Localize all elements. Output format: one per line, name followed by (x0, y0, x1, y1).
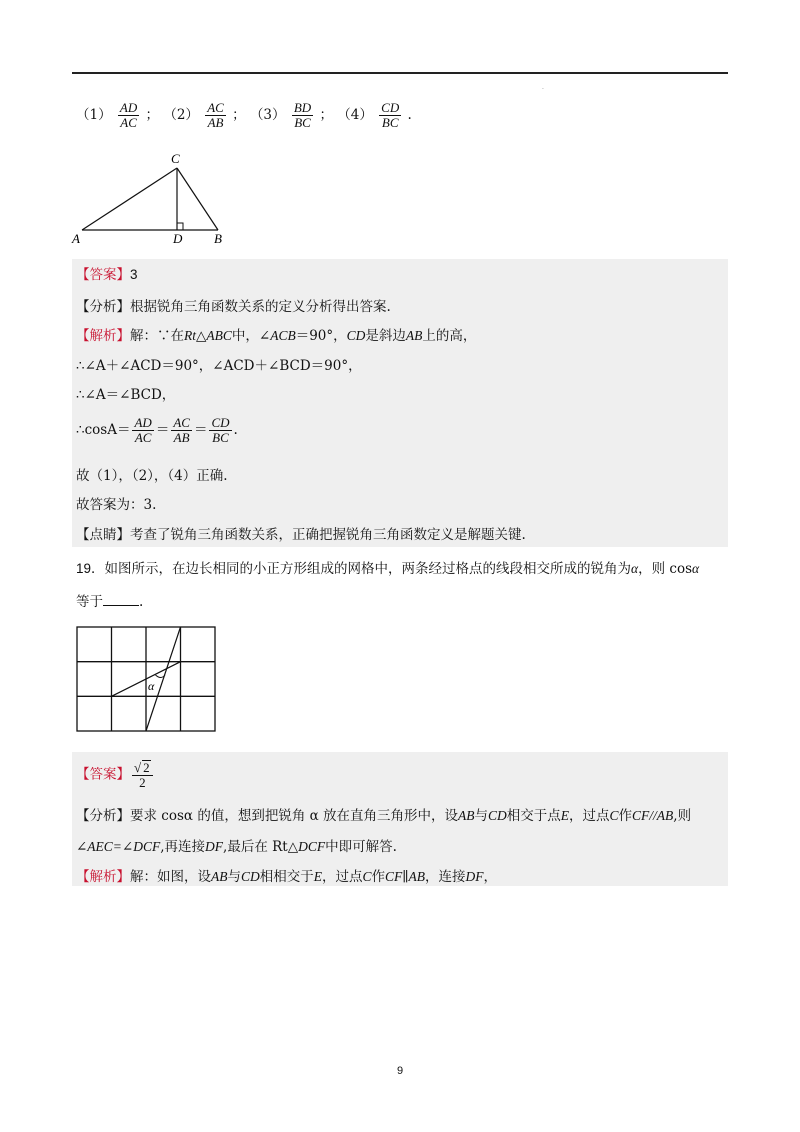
header-rule (72, 72, 728, 74)
right-angle-mark (177, 223, 183, 230)
q18-sol-l4-frac-2 (171, 416, 192, 445)
q18-answer-tag: 【答案】 (76, 267, 130, 283)
q19-stem-line2: 等于 (76, 594, 103, 610)
option-2-den: AB (207, 115, 224, 130)
q19-sol-g: ，过点 (322, 869, 363, 885)
q19-sol-j: CF∥AB (385, 869, 426, 884)
q18-sol-l1-i: 上的高， (422, 328, 477, 344)
q18-sol-l4-f2-den: AB (173, 430, 190, 445)
q19-answer-fraction (132, 760, 153, 790)
q19-an-l2-d: ,最后在 Rt△ (223, 839, 299, 855)
q19-stem-alpha: α (631, 561, 639, 576)
option-4-num: CD (381, 100, 400, 115)
q19-stem-end: . (139, 594, 144, 610)
q19-an-l1-k: ,则 (673, 808, 692, 824)
q19-an-l2-f: 中即可解答. (325, 839, 397, 855)
q18-comment-line (76, 527, 526, 543)
option-4-fraction (379, 101, 401, 130)
q18-answer-value: 3 (130, 267, 138, 282)
q18-sol-l5: 故（1），（2），（4）正确. (76, 468, 228, 484)
triangle-figure (68, 148, 238, 248)
q19-an-l2-a: ∠AEC=∠DCF (76, 839, 161, 854)
option-sep-3: ； (319, 107, 333, 123)
q19-stem-line-1 (76, 561, 699, 577)
side-cb (177, 168, 218, 230)
q19-sol-f: E (313, 869, 323, 884)
q19-sol-b: AB (211, 869, 228, 884)
side-ac (82, 168, 177, 230)
q19-solution-tag: 【解析】 (76, 869, 130, 885)
label-d: D (173, 231, 183, 246)
option-sep-2: ； (232, 107, 246, 123)
q19-an-l1-i: 作 (618, 808, 633, 824)
header-mark: · (542, 86, 544, 93)
q19-number: 19． (76, 561, 105, 576)
options-line (76, 101, 412, 130)
q18-sol-l1-a: 解：∵在 (130, 328, 184, 344)
q18-sol-l4-f2-num: AC (173, 415, 190, 430)
q18-sol-l1-c: 中， (231, 328, 259, 344)
label-c: C (171, 151, 180, 166)
q19-an-l1-d: CD (488, 808, 507, 823)
q18-sol-l4-prefix: ∴cosA＝ (76, 422, 131, 438)
option-3-den: BC (294, 115, 311, 130)
option-sep-1: ； (145, 107, 160, 123)
q18-sol-l1-d: ∠ACB (258, 328, 296, 343)
q18-sol-l4-end: . (233, 422, 238, 438)
q18-sol-l4-f1-num: AD (134, 415, 152, 430)
q19-sol-d: CD (241, 869, 260, 884)
option-1-num: AD (119, 100, 138, 115)
q18-solution-line-2 (76, 358, 362, 374)
q19-answer-num (132, 760, 153, 776)
sqrt-sign-icon: √ (134, 760, 142, 775)
option-2-fraction (205, 101, 226, 130)
q19-answer-radicand: 2 (143, 760, 150, 775)
option-1-den: AC (120, 115, 137, 130)
q19-an-l1-b: AB (458, 808, 475, 823)
q18-sol-l4-frac-3 (209, 416, 231, 445)
q19-an-l2-b: ,再连接 (160, 839, 206, 855)
option-1-label: （1） (76, 107, 112, 123)
option-2-num: AC (207, 100, 224, 115)
q19-analysis-line-1 (76, 808, 691, 824)
option-2-label: （2） (163, 107, 199, 123)
option-3-fraction (292, 101, 313, 130)
grid-figure (74, 624, 220, 734)
q19-answer-line (76, 760, 155, 790)
q19-an-l2-e: DCF (298, 839, 326, 854)
q18-analysis-tag: 【分析】 (76, 299, 130, 315)
option-4-label: （4） (337, 107, 373, 123)
q19-answer-den: 2 (139, 775, 146, 790)
q19-an-l1-e: 相交于点 (506, 808, 561, 824)
q19-sol-l: DF (465, 869, 484, 884)
q18-sol-l1-f: CD (346, 328, 366, 343)
q18-sol-l1-e: ＝90°， (295, 328, 347, 344)
q18-sol-l4-eq1: ＝ (155, 422, 170, 438)
q19-an-l1-j: CF//AB (632, 808, 674, 823)
label-b: B (214, 231, 222, 246)
option-3-num: BD (293, 100, 312, 115)
q19-analysis-line-2 (76, 839, 397, 855)
q18-sol-l1-h: AB (405, 328, 423, 343)
q18-solution-line-1 (76, 328, 476, 344)
q19-an-l1-f: E (560, 808, 570, 823)
q19-sol-c: 与 (227, 869, 241, 885)
q19-sol-e: 相相交于 (259, 869, 314, 885)
q18-analysis-text: 根据锐角三角函数关系的定义分析得出答案. (130, 299, 391, 315)
q18-solution-tag: 【解析】 (76, 328, 130, 344)
q19-stem-line-2 (76, 593, 143, 610)
q19-an-l1-a: 要求 cosα 的值，想到把锐角 α 放在直角三角形中，设 (130, 808, 459, 824)
alpha-label: α (148, 679, 155, 693)
option-end: . (407, 107, 412, 123)
q18-sol-l2: ∴∠A＋∠ACD＝90°，∠ACD＋∠BCD＝90°， (76, 358, 362, 374)
q19-sol-i: 作 (371, 869, 386, 885)
q19-stem-a: 如图所示，在边长相同的小正方形组成的网格中，两条经过格点的线段相交所成的锐角为 (104, 561, 632, 577)
q19-an-l1-h: C (609, 808, 619, 823)
q19-stem-alpha2: α (692, 561, 700, 576)
q19-sol-h: C (362, 869, 372, 884)
q18-sol-l3: ∴∠A＝∠BCD， (76, 387, 176, 403)
q18-solution-line-3 (76, 387, 175, 403)
q18-sol-l6: 故答案为：3. (76, 497, 157, 513)
q19-sol-a: 解：如图，设 (130, 869, 211, 885)
q18-answer-line (76, 267, 138, 283)
q19-answer-tag: 【答案】 (76, 766, 130, 783)
q18-sol-l4-eq2: ＝ (193, 422, 208, 438)
q19-an-l2-c: DF (205, 839, 224, 854)
q18-sol-l4-frac-1 (132, 416, 153, 445)
q19-sol-k: ，连接 (425, 869, 466, 885)
q18-sol-l4-f1-den: AC (134, 430, 152, 445)
q18-comment-text: 考查了锐角三角函数关系，正确把握锐角三角函数定义是解题关键. (130, 527, 526, 543)
q18-sol-l4-f3-den: BC (212, 430, 229, 445)
option-3-label: （3） (249, 107, 286, 123)
page-number: 9 (396, 1065, 404, 1077)
q19-an-l1-g: ，过点 (569, 808, 610, 824)
q18-solution-line-6 (76, 497, 156, 513)
q18-analysis-line (76, 299, 391, 315)
q18-solution-line-4 (76, 416, 238, 445)
label-a: A (72, 231, 80, 246)
q19-sol-m: ， (483, 869, 498, 885)
option-1-fraction (118, 101, 139, 130)
q18-sol-l1-g: 是斜边 (365, 328, 406, 344)
q18-sol-l4-f3-num: CD (211, 415, 230, 430)
q19-solution-line (76, 869, 497, 885)
q19-analysis-tag: 【分析】 (76, 808, 130, 824)
q18-sol-l1-b: Rt△ABC (184, 328, 232, 343)
q18-solution-line-5 (76, 468, 228, 484)
q18-comment-tag: 【点睛】 (76, 527, 130, 543)
q19-stem-b: ，则 cos (638, 561, 693, 577)
option-4-den: BC (381, 115, 399, 130)
q19-an-l1-c: 与 (474, 808, 489, 824)
answer-blank[interactable] (103, 593, 139, 606)
